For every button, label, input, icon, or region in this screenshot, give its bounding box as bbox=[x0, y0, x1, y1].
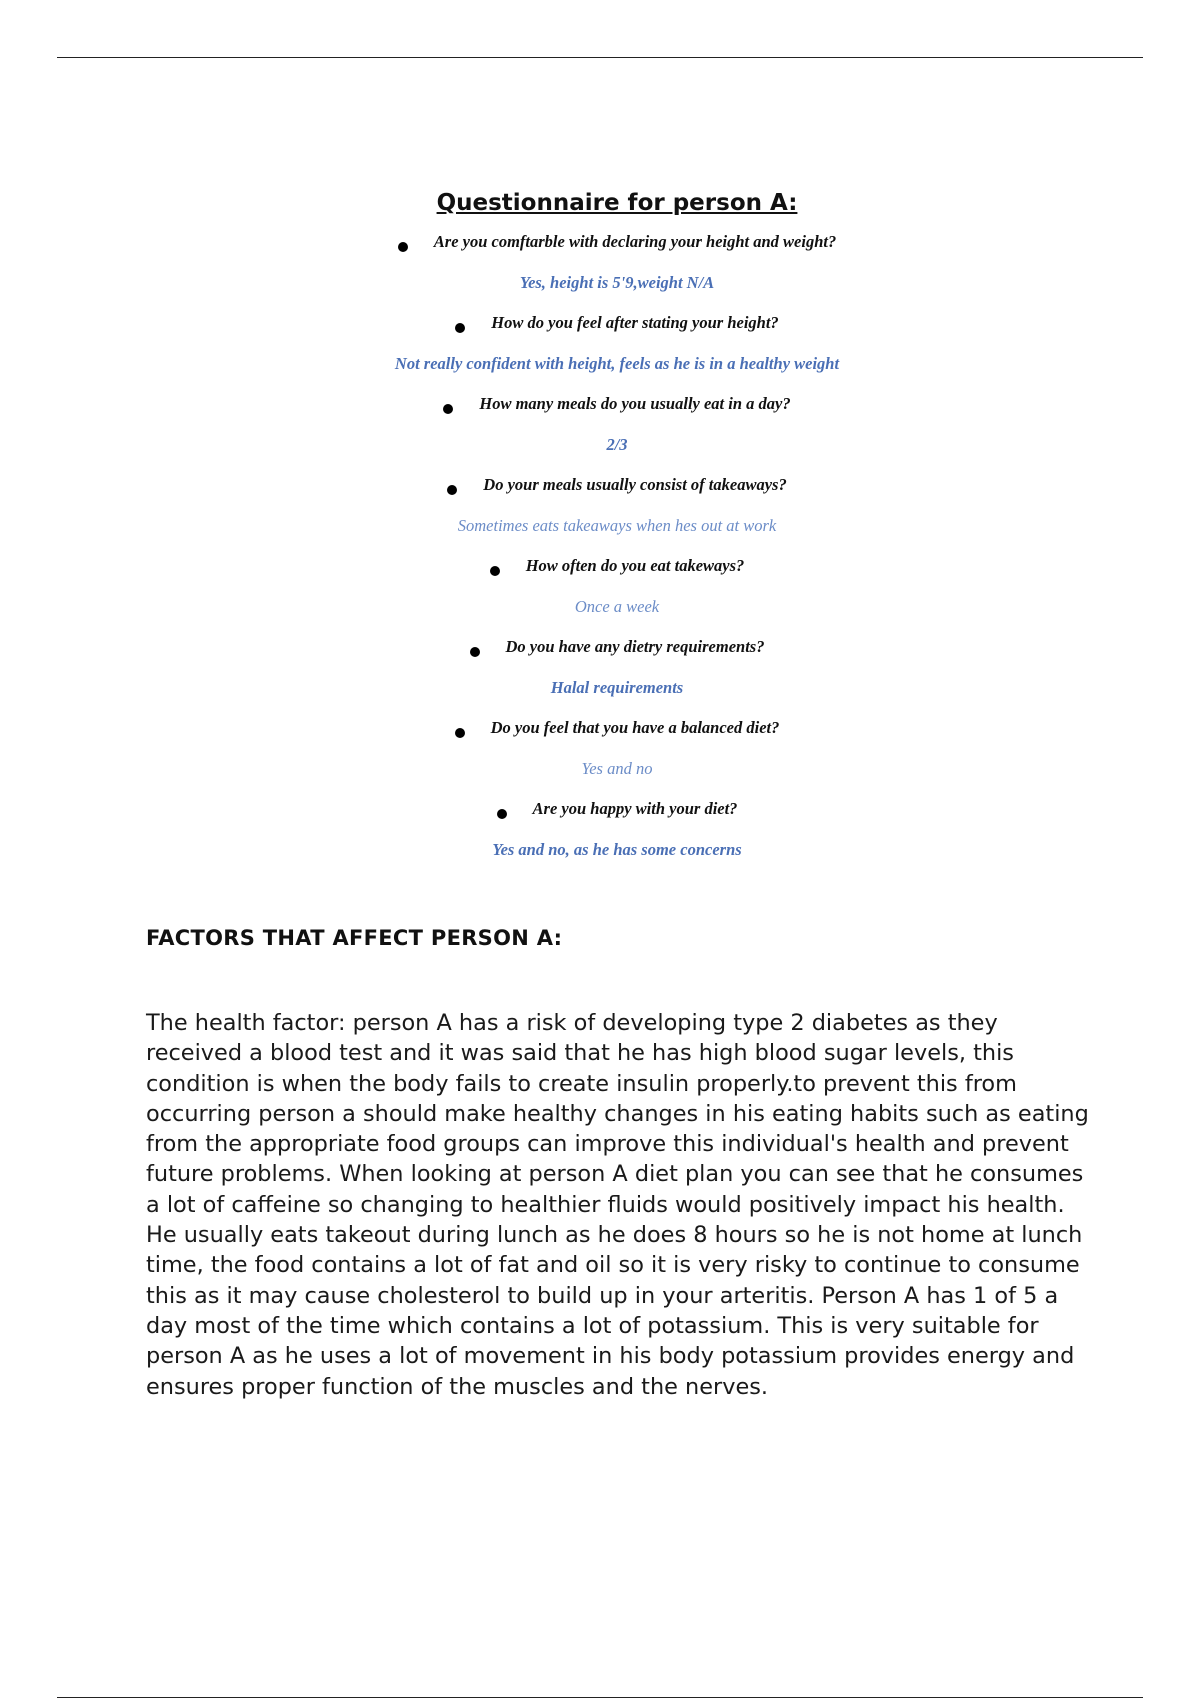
question-text: How often do you eat takeways? bbox=[525, 556, 745, 575]
question-item bbox=[0, 718, 1200, 738]
bullet-icon bbox=[497, 809, 507, 819]
bottom-rule bbox=[57, 1697, 1143, 1698]
bullet-icon bbox=[455, 323, 465, 333]
bullet-icon bbox=[455, 728, 465, 738]
question-text: Do you feel that you have a balanced diet? bbox=[490, 718, 780, 737]
question-item bbox=[0, 556, 1200, 576]
question-text: How many meals do you usually eat in a day? bbox=[479, 394, 791, 413]
answer-text: Not really confident with height, feels as he is in a healthy weight bbox=[394, 354, 840, 373]
answer-text: Yes and no bbox=[581, 759, 653, 778]
question-text: Do you have any dietry requirements? bbox=[505, 637, 765, 656]
question-text: Do your meals usually consist of takeaways? bbox=[483, 475, 787, 494]
answer-text: Once a week bbox=[574, 597, 660, 616]
bullet-icon bbox=[398, 242, 408, 252]
bullet-icon bbox=[447, 485, 457, 495]
question-item bbox=[0, 313, 1200, 333]
question-text: Are you comftarble with declaring your height and weight? bbox=[433, 232, 837, 251]
factors-heading: FACTORS THAT AFFECT PERSON A: bbox=[146, 926, 563, 950]
question-item bbox=[0, 637, 1200, 657]
answer-text: Yes and no, as he has some concerns bbox=[492, 840, 742, 859]
answer-text: Halal requirements bbox=[550, 678, 684, 697]
health-factor-paragraph: The health factor: person A has a risk of developing type 2 diabetes as they received a blood test and it was said that he has high blood sugar levels, this condition is when the body fails to create insulin properly.to prevent this from occurring person a should make healthy changes in his eating habits such as eating from the appropriate food groups can improve this individual's health and prevent future problems. When looking at person A diet plan you can see that he consumes a lot of caffeine so changing to healthier fluids would positively impact his health. He usually eats takeout during lunch as he does 8 hours so he is not home at lunch time, the food contains a lot of fat and oil so it is very risky to continue to consume this as it may cause cholesterol to build up in your arteritis. Person A has 1 of 5 a day most of the time which contains a lot of potassium. This is very suitable for person A as he uses a lot of movement in his body potassium provides energy and ensures proper function of the muscles and the nerves. bbox=[146, 1010, 1089, 1400]
question-item bbox=[0, 475, 1200, 495]
question-item bbox=[0, 799, 1200, 819]
top-rule bbox=[57, 57, 1143, 58]
bullet-icon bbox=[490, 566, 500, 576]
question-item bbox=[0, 232, 1200, 252]
bullet-icon bbox=[443, 404, 453, 414]
answer-text: Sometimes eats takeaways when hes out at work bbox=[457, 516, 777, 535]
question-text: How do you feel after stating your height? bbox=[491, 313, 779, 332]
questionnaire-title: Questionnaire for person A: bbox=[436, 190, 798, 216]
question-text: Are you happy with your diet? bbox=[532, 799, 738, 818]
answer-text: Yes, height is 5'9,weight N/A bbox=[519, 273, 715, 292]
answer-text: 2/3 bbox=[606, 435, 628, 454]
question-item bbox=[0, 394, 1200, 414]
bullet-icon bbox=[470, 647, 480, 657]
